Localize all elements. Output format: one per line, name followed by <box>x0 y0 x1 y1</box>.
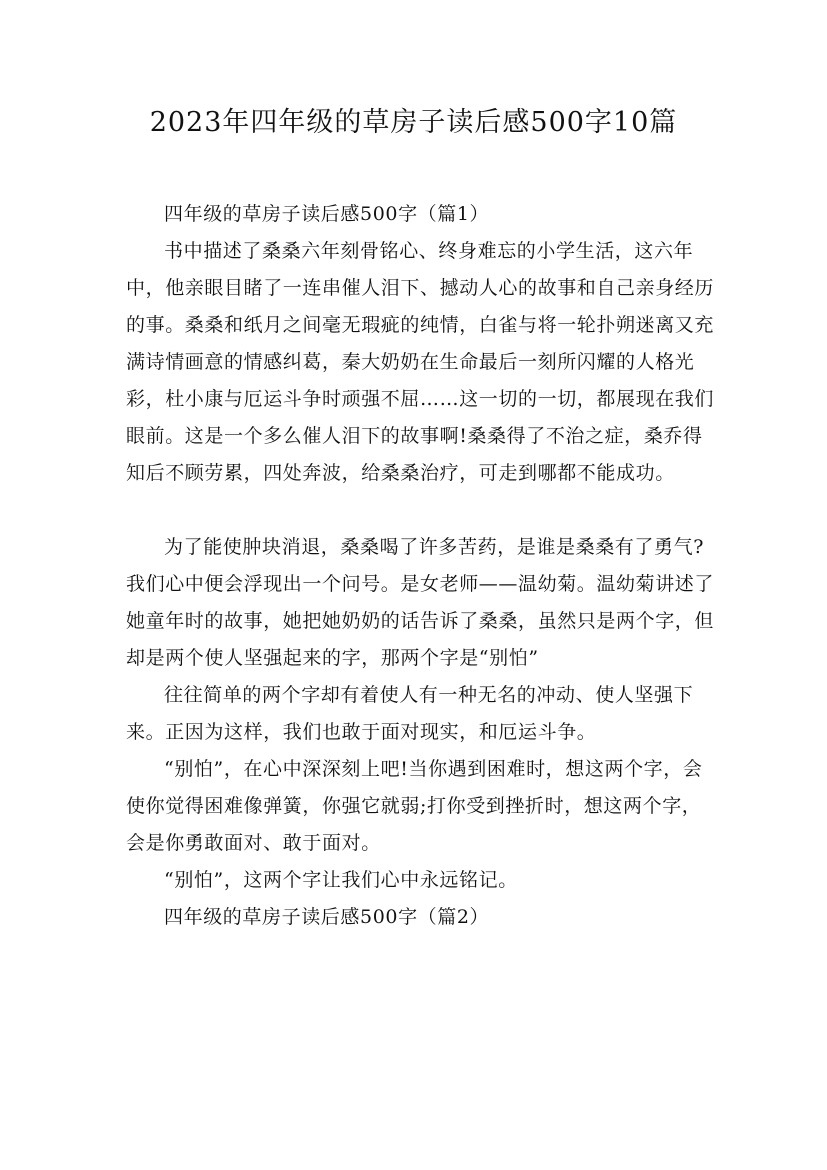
document-body <box>126 196 716 936</box>
paragraph-spacer <box>126 492 716 529</box>
section-heading-1: 四年级的草房子读后感500字（篇1） <box>164 203 490 225</box>
document-title: 2023年四年级的草房子读后感500字10篇 <box>149 107 678 138</box>
paragraph: 往往简单的两个字却有着使人有一种无名的冲动、使人坚强下来。正因为这样，我们也敢于面对现实，和厄运斗争。 <box>126 684 694 743</box>
paragraph: 为了能使肿块消退，桑桑喝了许多苦药，是谁是桑桑有了勇气?我们心中便会浮现出一个问号。是女老师——温幼菊。温幼菊讲述了她童年时的故事，她把她奶奶的话告诉了桑桑，虽然只是两个字，但却是两个使人坚强起来的字，那两个字是“别怕” <box>126 536 715 669</box>
paragraph: “别怕”，这两个字让我们心中永远铭记。 <box>164 869 518 891</box>
section-heading-2: 四年级的草房子读后感500字（篇2） <box>164 906 490 928</box>
paragraph: “别怕”，在心中深深刻上吧!当你遇到困难时，想这两个字，会使你觉得困难像弹簧，你强它就弱;打你受到挫折时，想这两个字，会是你勇敢面对、敢于面对。 <box>126 758 703 854</box>
paragraph: 书中描述了桑桑六年刻骨铭心、终身难忘的小学生活，这六年中，他亲眼目睹了一连串催人泪下、撼动人心的故事和自己亲身经历的事。桑桑和纸月之间毫无瑕疵的纯情，白雀与将一轮扑朔迷离又充满诗情画意的情感纠葛，秦大奶奶在生命最后一刻所闪耀的人格光彩，杜小康与厄运斗争时顽强不屈……这一切的一切，都展现在我们眼前。这是一个多么催人泪下的故事啊!桑桑得了不治之症，桑乔得知后不顾劳累，四处奔波，给桑桑治疗，可走到哪都不能成功。 <box>126 240 715 484</box>
